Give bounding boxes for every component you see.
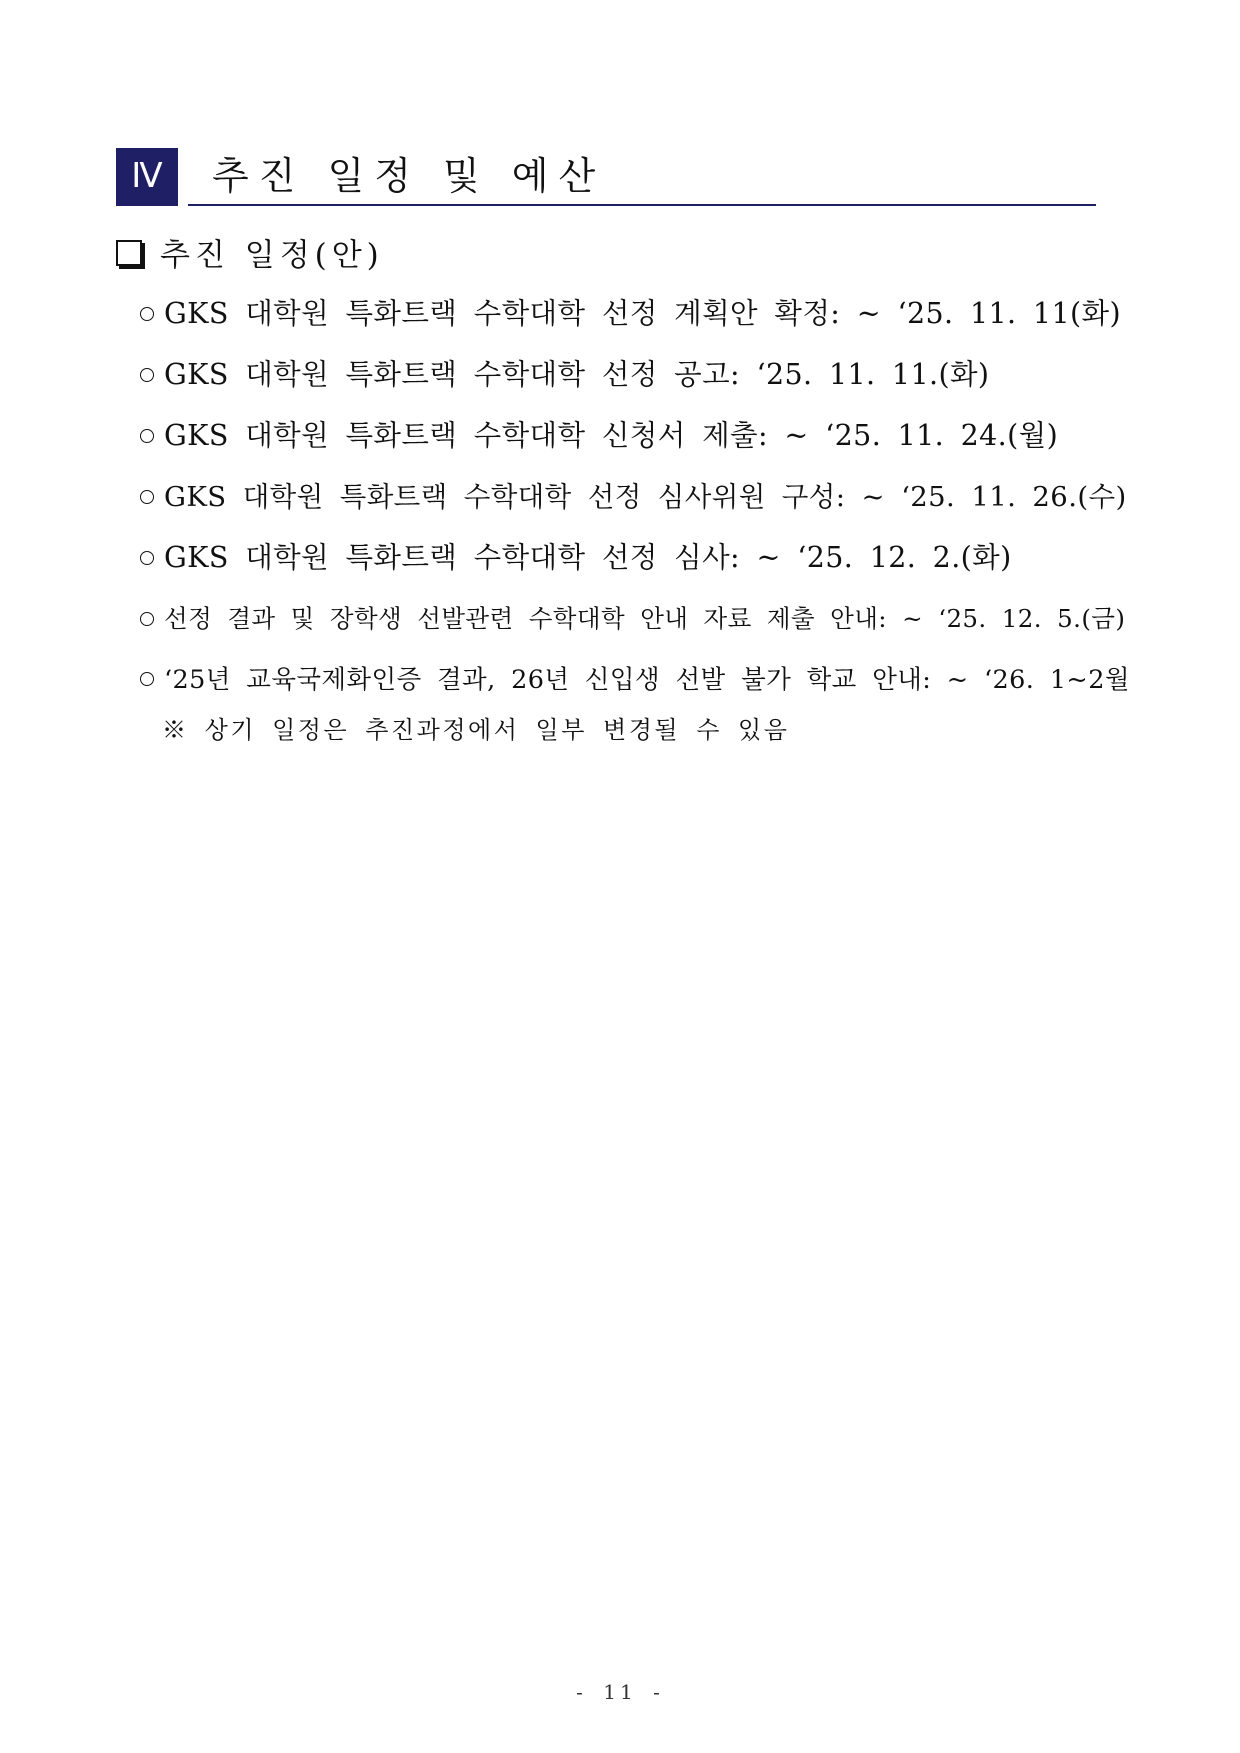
schedule-item-text: 선정 결과 및 장학생 선발관련 수학대학 안내 자료 제출 안내: ~ ‘25. 12. 5.(금) — [164, 604, 1126, 633]
section-header — [116, 148, 1096, 206]
circle-bullet-icon — [140, 551, 154, 565]
circle-bullet-icon — [140, 672, 154, 686]
subsection-label: 추진 일정(안) — [160, 237, 384, 274]
schedule-item — [140, 475, 1127, 536]
circle-bullet-icon — [140, 368, 154, 382]
schedule-item-text: GKS 대학원 특화트랙 수학대학 선정 심사: ~ ‘25. 12. 2.(화) — [164, 541, 1012, 574]
checkbox-icon — [116, 240, 142, 266]
schedule-item-text: GKS 대학원 특화트랙 수학대학 신청서 제출: ~ ‘25. 11. 24.(월) — [164, 419, 1059, 452]
schedule-item — [140, 414, 1100, 475]
schedule-item — [140, 658, 1130, 719]
circle-bullet-icon — [140, 612, 154, 626]
section-divider — [188, 204, 1096, 206]
subsection-heading — [116, 233, 384, 277]
schedule-list — [140, 292, 1130, 719]
schedule-item — [140, 536, 1100, 597]
schedule-item — [140, 353, 1100, 414]
circle-bullet-icon — [140, 429, 154, 443]
schedule-item-text: ‘25년 교육국제화인증 결과, 26년 신입생 선발 불가 학교 안내: ~ ‘26. 1~2월 — [164, 665, 1130, 695]
schedule-item-text: GKS 대학원 특화트랙 수학대학 선정 공고: ‘25. 11. 11.(화) — [164, 358, 990, 391]
schedule-item — [140, 597, 1126, 658]
section-title: 추진 일정 및 예산 — [212, 154, 606, 198]
page-number: - 11 - — [576, 1680, 664, 1704]
schedule-item-text: GKS 대학원 특화트랙 수학대학 선정 계획안 확정: ~ ‘25. 11. 11(화) — [164, 297, 1121, 330]
schedule-item — [140, 292, 1121, 353]
section-number: Ⅳ — [116, 148, 178, 206]
circle-bullet-icon — [140, 307, 154, 321]
schedule-item-text: GKS 대학원 특화트랙 수학대학 선정 심사위원 구성: ~ ‘25. 11. 26.(수) — [164, 481, 1127, 513]
circle-bullet-icon — [140, 490, 154, 504]
schedule-note: ※ 상기 일정은 추진과정에서 일부 변경될 수 있음 — [162, 716, 790, 744]
